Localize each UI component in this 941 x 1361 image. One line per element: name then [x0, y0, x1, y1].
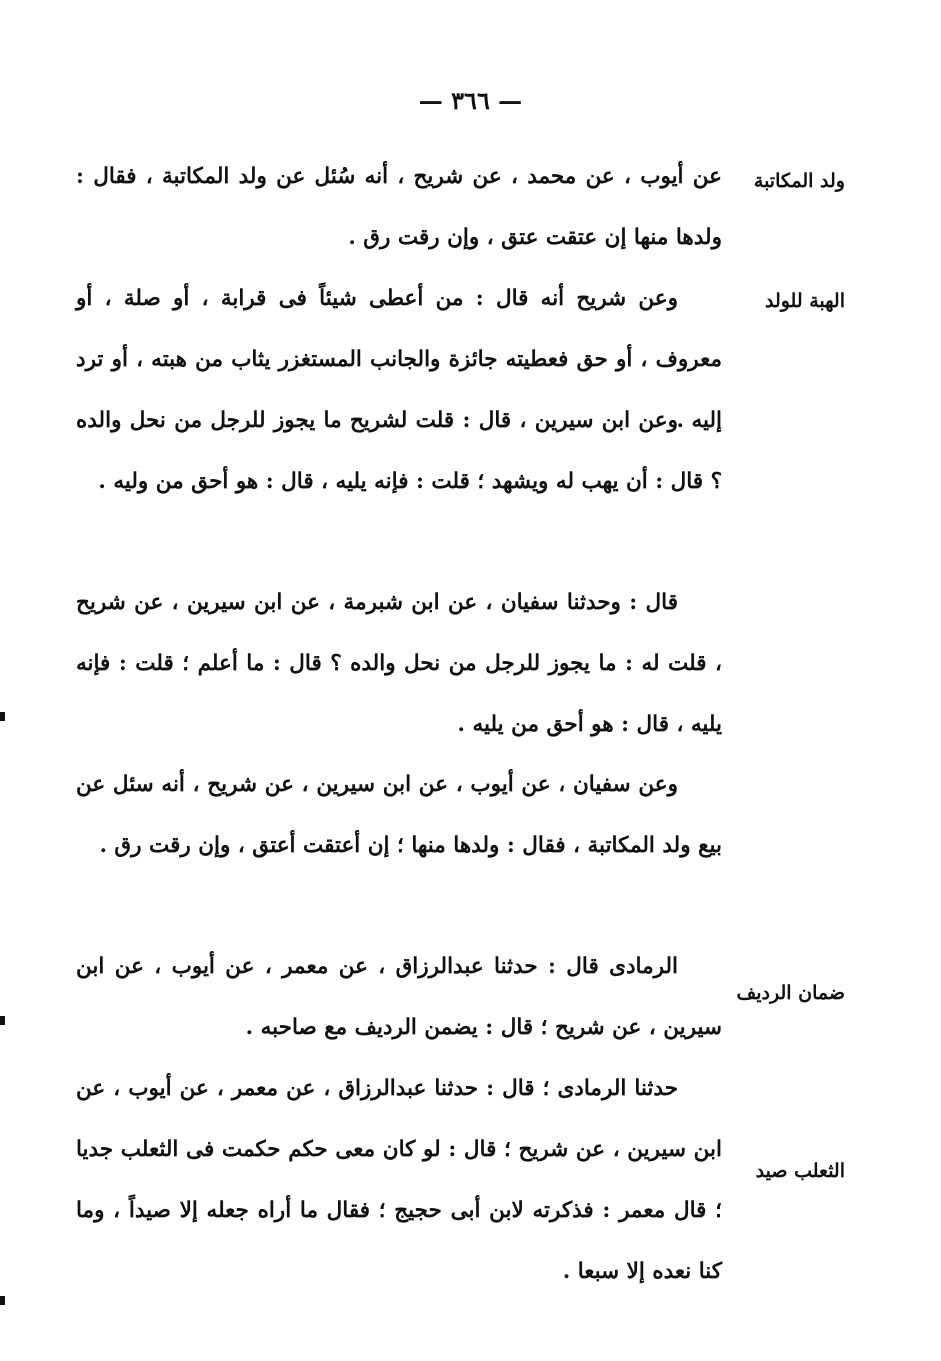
scan-edge-mark	[0, 1296, 5, 1305]
paragraph-mukataba-sale: وعن سفيان ، عن أيوب ، عن ابن سيرين ، عن شريح ، أنه سئل عن بيع ولد المكاتبة ، فقال : ولدها منها ؛ إن أعتقت أعتق ، وإن رقت رق .	[76, 772, 722, 858]
paragraph-ibn-sirin-gift: وعن ابن سيرين ، قال : قلت لشريح ما يجوز للرجل من نحل والده ؟ قال : أن يهب له ويشهد ؛ قلت : فإنه يليه ، قال : هو أحق من وليه .	[76, 408, 722, 494]
margin-note-gift-to-child: الهبة للولد	[764, 290, 845, 312]
margin-note-mukataba-child: ولد المكاتبة	[753, 170, 845, 192]
paragraph-gift-ruling: وعن شريح أنه قال : من أعطى شيئاً فى قرابة ، أو صلة ، أو معروف ، أو حق فعطيته جائزة والجانب المستغزر يثاب من هبته ، أو ترد إليه .	[76, 286, 722, 433]
margin-note-rider-liability: ضمان الرديف	[736, 982, 845, 1004]
paragraph-fox-ruling: حدثنا الرمادى ؛ قال : حدثنا عبدالرزاق ، عن معمر ، عن أيوب ، عن ابن سيرين ، عن شريح ؛ قال : لو كان معى حكم حكمت فى الثعلب جديا ؛ قال معمر : فذكرته لابن أبى حجيج ؛ فقال ما أراه جعله إلا صيداً ، وما كنا نعده إلا سبعا .	[76, 1076, 722, 1284]
margin-note-fox-as-game: الثعلب صيد	[755, 1160, 845, 1182]
paragraph-mukataba-child: عن أيوب ، عن محمد ، عن شريح ، أنه سُئل عن ولد المكاتبة ، فقال : ولدها منها إن عتقت عتق ، وإن رقت رق .	[76, 164, 722, 250]
page-number: — ٣٦٦ —	[418, 86, 523, 115]
paragraph-sufyan-gift: قال : وحدثنا سفيان ، عن ابن شبرمة ، عن ابن سيرين ، عن شريح ، قلت له : ما يجوز للرجل من نحل والده ؟ قال : ما أعلم ؛ قلت : فإنه يليه ، قال : هو أحق من يليه .	[76, 590, 722, 737]
scan-edge-mark	[0, 712, 5, 721]
paragraph-rider-liability: الرمادى قال : حدثنا عبدالرزاق ، عن معمر ، عن أيوب ، عن ابن سيرين ، عن شريح ؛ قال : يضمن الرديف مع صاحبه .	[76, 954, 722, 1040]
scan-edge-mark	[0, 1016, 5, 1025]
